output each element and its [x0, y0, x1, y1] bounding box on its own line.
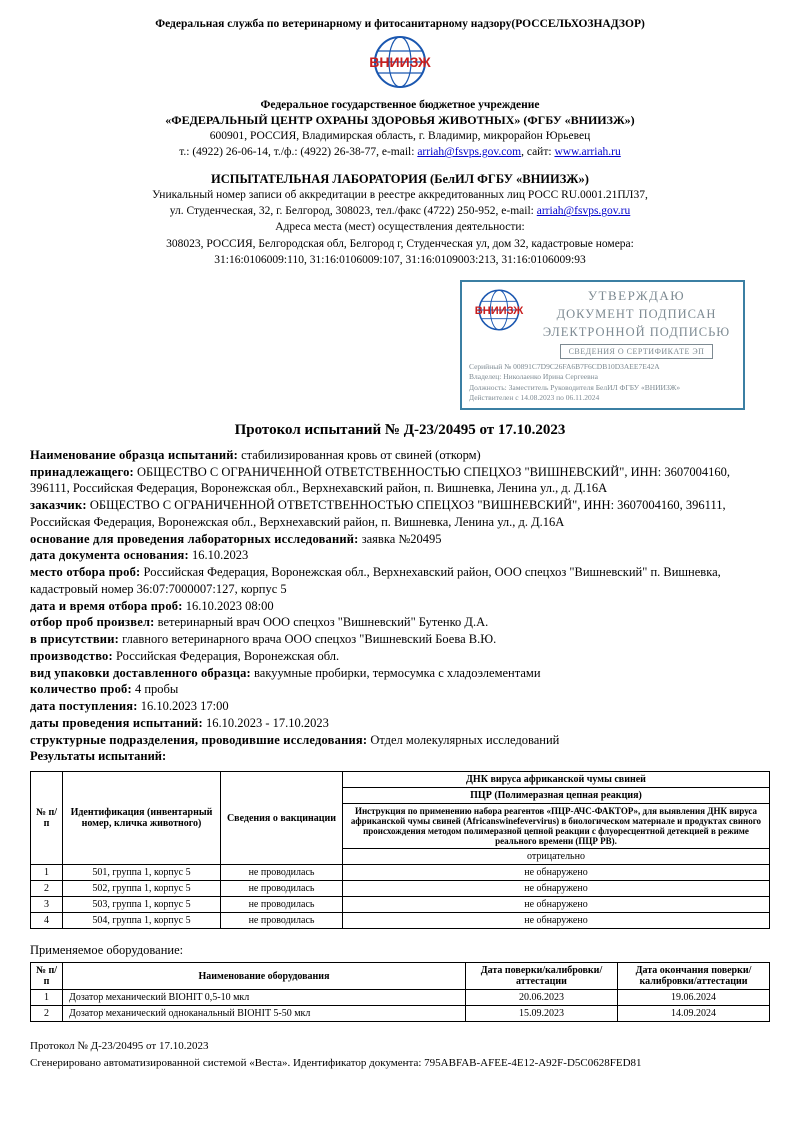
cell-date-end: 19.06.2024 [618, 990, 770, 1006]
cell-identification: 504, группа 1, корпус 5 [63, 913, 221, 929]
accreditation-line: Уникальный номер записи об аккредитации в реестре аккредитованных лиц РОСС RU.0001.21ПЛ37, [152, 189, 648, 202]
cell-equipment-name: Дозатор механический BIOHIT 0,5-10 мкл [63, 990, 466, 1006]
field-label: даты проведения испытаний: [30, 715, 203, 730]
cell-num: 2 [31, 1006, 63, 1022]
field-test-dates [30, 715, 770, 732]
stamp-logo-text: ВНИИЗЖ [474, 304, 524, 317]
cell-identification: 501, группа 1, корпус 5 [63, 865, 221, 881]
stamp-top [469, 287, 736, 360]
cell-identification: 503, группа 1, корпус 5 [63, 897, 221, 913]
stamp-position: Должность: Заместитель Руководителя БелИЛ ФГБУ «ВНИИЗЖ» [469, 382, 681, 392]
contact-prefix: т.: (4922) 26-06-14, т./ф.: (4922) 26-38-77, e-mail: [179, 146, 418, 159]
org-type: Федеральное государственное бюджетное учреждение [260, 99, 540, 111]
equipment-col-name: Наименование оборудования [63, 963, 466, 990]
field-label: основание для проведения лабораторных исследований: [30, 531, 359, 546]
cell-num: 3 [31, 897, 63, 913]
logo-text: ВНИИЗЖ [369, 54, 431, 70]
field-value: Российская Федерация, Воронежская обл. [116, 648, 340, 663]
equipment-col-date-end: Дата окончания поверки/калибровки/аттестации [618, 963, 770, 990]
field-witness [30, 631, 770, 648]
field-sampler [30, 614, 770, 631]
field-basis [30, 531, 770, 548]
cell-num: 1 [31, 865, 63, 881]
stamp-serial: Серийный № 00891C7D9C26FA6B7F6CDB10D3AEE7E42A [469, 362, 660, 372]
org-contacts [30, 144, 770, 160]
field-receipt-date [30, 698, 770, 715]
field-value: 4 пробы [134, 682, 179, 697]
cell-result: не обнаружено [343, 897, 770, 913]
cell-vaccination: не проводилась [221, 865, 343, 881]
field-value: Российская Федерация, Воронежская обл., Верхнехавский район, ООО спецхоз "Вишневский" п. Вишневка, кадастровый номер 36:07:7000007:127, корпус 5 [30, 565, 721, 596]
stamp-cert-title: СВЕДЕНИЯ О СЕРТИФИКАТЕ ЭП [560, 344, 714, 359]
equipment-header-row [31, 963, 770, 990]
results-header-method: ПЦР (Полимеразная цепная реакция) [343, 788, 770, 804]
field-label: принадлежащего: [30, 464, 134, 479]
field-sampling-place [30, 564, 770, 598]
footer-generated-note: Сгенерировано автоматизированной системой «Веста». Идентификатор документа: 795ABFAB-AFEE-4E12-A92F-D5C0628FED81 [30, 1057, 642, 1070]
field-label: отбор проб произвел: [30, 615, 155, 630]
results-header-instruction: Инструкция по применению набора реагентов «ПЦР-АЧС-ФАКТОР», для выявления ДНК вируса африканской чумы свиней (Africanswinefevervirus) в биологическом материале и продуктах свиного происхождения методом полимеразной цепной реакции с флуоресцентной детекцией в режиме реального времени (ПЦР РВ). [343, 804, 770, 849]
field-production [30, 648, 770, 665]
field-value: Отдел молекулярных исследований [370, 732, 560, 747]
field-label: заказчик: [30, 498, 87, 512]
stamp-approve-label: УТВЕРЖДАЮ [587, 287, 686, 303]
stamp-signed-line2: ЭЛЕКТРОННОЙ ПОДПИСЬЮ [542, 325, 731, 339]
field-label: вид упаковки доставленного образца: [30, 665, 251, 680]
page-footer [30, 1038, 770, 1072]
org-site-link[interactable]: www.arriah.ru [554, 146, 621, 159]
table-row [31, 881, 770, 897]
equipment-table [30, 962, 770, 1022]
lab-address-prefix: ул. Студенческая, 32, г. Белгород, 308023, тел./факс (4722) 250-952, e-mail: [169, 205, 537, 218]
results-header-norm: отрицательно [343, 849, 770, 865]
logo-wrap [30, 34, 770, 95]
cell-num: 1 [31, 990, 63, 1006]
table-row [31, 913, 770, 929]
cell-vaccination: не проводилась [221, 913, 343, 929]
results-col-vaccination: Сведения о вакцинации [221, 772, 343, 865]
cell-result: не обнаружено [343, 913, 770, 929]
signature-stamp [460, 280, 745, 410]
cell-vaccination: не проводилась [221, 897, 343, 913]
cell-num: 2 [31, 881, 63, 897]
cell-date: 15.09.2023 [466, 1006, 618, 1022]
field-label: структурные подразделения, проводившие исследования: [30, 732, 368, 747]
stamp-signed-line1: ДОКУМЕНТ ПОДПИСАН [556, 306, 717, 321]
field-value: заявка №20495 [361, 531, 442, 546]
stamp-globe-icon [469, 287, 529, 333]
results-table [30, 771, 770, 929]
lab-title: ИСПЫТАТЕЛЬНАЯ ЛАБОРАТОРИЯ (БелИЛ ФГБУ «ВНИИЗЖ») [211, 172, 589, 187]
table-row [31, 897, 770, 913]
cell-num: 4 [31, 913, 63, 929]
stamp-owner: Владелец: Николаенко Ирина Сергеевна [469, 372, 598, 382]
table-row [31, 1006, 770, 1022]
org-address: 600901, РОССИЯ, Владимирская область, г. Владимир, микрорайон Юрьевец [209, 130, 591, 143]
field-basis-date [30, 547, 770, 564]
lab-email-link[interactable]: arriah@fsvps.gov.ru [536, 205, 631, 218]
field-packaging [30, 665, 770, 682]
field-value: ветеринарный врач ООО спецхоз "Вишневский" Бутенко Д.А. [157, 615, 489, 630]
field-label: количество проб: [30, 682, 132, 697]
field-value: 16.10.2023 [191, 548, 249, 563]
agency-header: Федеральная служба по ветеринарному и фитосанитарному надзору(РОССЕЛЬХОЗНАДЗОР) [155, 18, 645, 30]
field-label: Наименование образца испытаний: [30, 447, 238, 462]
results-col-identification: Идентификация (инвентарный номер, кличка животного) [63, 772, 221, 865]
field-sampling-datetime [30, 598, 770, 615]
field-value: стабилизированная кровь от свиней (откорм) [241, 447, 481, 462]
field-departments [30, 732, 770, 749]
cell-result: не обнаружено [343, 865, 770, 881]
table-row [31, 990, 770, 1006]
cell-date-end: 14.09.2024 [618, 1006, 770, 1022]
field-label: в присутствии: [30, 632, 119, 646]
field-value: ОБЩЕСТВО С ОГРАНИЧЕННОЙ ОТВЕТСТВЕННОСТЬЮ СПЕЦХОЗ "ВИШНЕВСКИЙ", ИНН: 3607004160, 396111, Российская Федерация, Воронежская обл., Верхнехавский район, п. Вишневка, Ленина ул., д. Д.16А [30, 464, 730, 496]
cell-equipment-name: Дозатор механический одноканальный BIOHIT 5-50 мкл [63, 1006, 466, 1022]
field-sample-count [30, 681, 770, 698]
activity-title: Адреса места (мест) осуществления деятельности: [275, 221, 525, 234]
cell-date: 20.06.2023 [466, 990, 618, 1006]
results-section-label: Результаты испытаний: [30, 749, 167, 764]
field-label: дата документа основания: [30, 548, 189, 563]
footer-protocol-ref: Протокол № Д-23/20495 от 17.10.2023 [30, 1040, 209, 1052]
table-row [31, 865, 770, 881]
org-name: «ФЕДЕРАЛЬНЫЙ ЦЕНТР ОХРАНЫ ЗДОРОВЬЯ ЖИВОТНЫХ» (ФГБУ «ВНИИЗЖ») [165, 113, 635, 128]
field-sample-name [30, 447, 770, 464]
equipment-section-label: Применяемое оборудование: [30, 943, 184, 957]
field-value: вакуумные пробирки, термосумка с хладоэлементами [254, 665, 541, 680]
field-value: главного ветеринарного врача ООО спецхоз "Вишневский Боева В.Ю. [122, 632, 497, 646]
page-title: Протокол испытаний № Д-23/20495 от 17.10.2023 [234, 421, 566, 438]
stamp-validity: Действителен с 14.08.2023 по 06.11.2024 [469, 392, 600, 402]
cell-identification: 502, группа 1, корпус 5 [63, 881, 221, 897]
vniizh-logo-icon [362, 34, 438, 90]
results-col-num: № п/п [31, 772, 63, 865]
activity-address: 308023, РОССИЯ, Белгородская обл, Белгород г, Студенческая ул, дом 32, кадастровые номера: [166, 237, 634, 250]
cadastral-numbers: 31:16:0106009:110, 31:16:0106009:107, 31:16:0109003:213, 31:16:0106009:93 [214, 253, 586, 266]
lab-address-line [30, 203, 770, 219]
field-label: место отбора проб: [30, 565, 141, 579]
field-value: 16.10.2023 08:00 [185, 598, 274, 613]
field-customer [30, 497, 770, 531]
field-value: 16.10.2023 - 17.10.2023 [206, 715, 329, 730]
field-owner [30, 464, 770, 498]
cell-result: не обнаружено [343, 881, 770, 897]
field-label: дата и время отбора проб: [30, 598, 183, 613]
equipment-col-num: № п/п [31, 963, 63, 990]
stamp-right-block [537, 287, 736, 360]
org-email-link[interactable]: arriah@fsvps.gov.com [417, 146, 522, 159]
field-value: 16.10.2023 17:00 [140, 699, 229, 713]
field-value: ОБЩЕСТВО С ОГРАНИЧЕННОЙ ОТВЕТСТВЕННОСТЬЮ СПЕЦХОЗ "ВИШНЕВСКИЙ", ИНН: 3607004160, 396111, Российская Федерация, Воронежская обл., Верхнехавский район, п. Вишневка, Ленина ул., д. Д.16А [30, 498, 726, 529]
field-label: дата поступления: [30, 699, 138, 713]
equipment-col-date: Дата поверки/калибровки/аттестации [466, 963, 618, 990]
results-header-disease: ДНК вируса африканской чумы свиней [343, 772, 770, 788]
site-separator: , сайт: [521, 146, 555, 159]
cell-vaccination: не проводилась [221, 881, 343, 897]
stamp-details [469, 362, 736, 403]
field-label: производство: [30, 648, 113, 663]
results-header-row-1 [31, 772, 770, 788]
